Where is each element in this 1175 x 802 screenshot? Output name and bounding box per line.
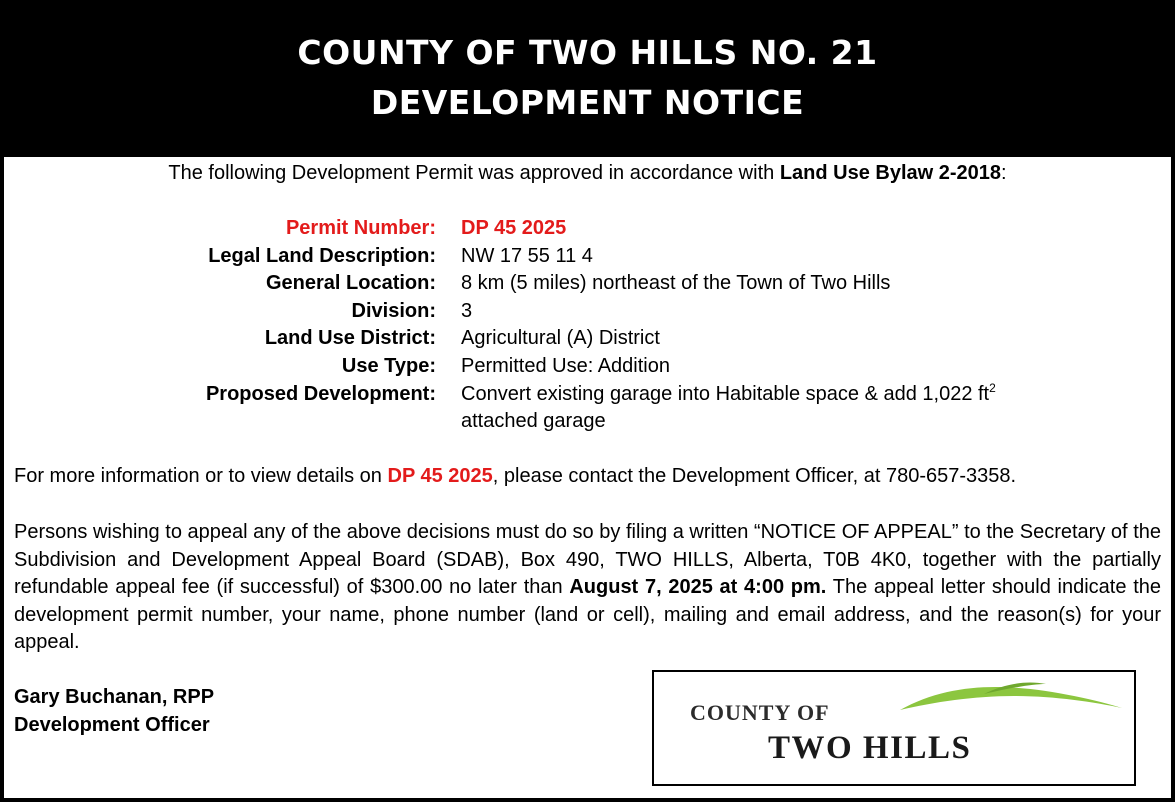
appeal-paragraph bbox=[14, 519, 1161, 657]
legal-description-label: Legal Land Description: bbox=[208, 244, 436, 267]
notice-header bbox=[0, 0, 1175, 157]
division-label: Division: bbox=[351, 299, 436, 322]
signatory-name: Gary Buchanan, RPP bbox=[14, 686, 215, 708]
header-subtitle: DEVELOPMENT NOTICE bbox=[370, 83, 805, 122]
use-type-value: Permitted Use: Addition bbox=[461, 354, 670, 377]
intro-lead: The following Development Permit was approved in accordance with bbox=[168, 162, 780, 184]
bylaw-reference: Land Use Bylaw 2-2018 bbox=[779, 162, 1002, 184]
header-title: COUNTY OF TWO HILLS NO. 21 bbox=[297, 33, 878, 72]
general-location-label: General Location: bbox=[265, 272, 436, 295]
notice-body bbox=[4, 157, 1171, 798]
signatory-title: Development Officer bbox=[14, 713, 210, 736]
proposed-development-line2: attached garage bbox=[461, 410, 606, 433]
general-location-value: 8 km (5 miles) northeast of the Town of Two Hills bbox=[461, 272, 891, 295]
contact-info-paragraph bbox=[14, 463, 1161, 491]
permit-number-value: DP 45 2025 bbox=[461, 217, 567, 239]
permit-number-label: Permit Number: bbox=[285, 217, 436, 239]
logo-text-two-hills: TWO HILLS bbox=[768, 730, 972, 766]
land-use-district-label: Land Use District: bbox=[264, 327, 436, 350]
proposed-development-label: Proposed Development: bbox=[205, 382, 436, 405]
county-logo-graphic bbox=[654, 672, 1134, 784]
logo-text-county-of: COUNTY OF bbox=[690, 700, 830, 725]
appeal-tail: The appeal letter should indicate the development permit number, your name, phone number (land or cell), mailing and email address, and the reason(s) for your appeal. bbox=[14, 576, 1161, 654]
intro-tail: : bbox=[1001, 162, 1007, 184]
detail-row-permit bbox=[4, 215, 1171, 243]
proposed-development-line1: Convert existing garage into Habitable space & add 1,022 ft bbox=[461, 382, 990, 405]
detail-row-legal bbox=[4, 243, 1171, 271]
division-value: 3 bbox=[461, 299, 473, 322]
detail-row-district bbox=[4, 325, 1171, 353]
detail-row-use-type bbox=[4, 353, 1171, 381]
appeal-deadline: August 7, 2025 at 4:00 pm. bbox=[569, 576, 827, 599]
square-feet-superscript: 2 bbox=[989, 380, 996, 395]
proposed-development-value bbox=[461, 381, 1061, 436]
appeal-lead: Persons wishing to appeal any of the above decisions must do so by filing a written “NOTICE OF APPEAL” to the Secretary of the Subdivision and Development Appeal Board (SDAB), Box 490, TWO HILLS, Alberta, T0B 4K0, together with the partially refundable appeal fee (if successful) of $300.00 no later than bbox=[14, 521, 1161, 599]
signature-block bbox=[14, 684, 214, 739]
contact-info-tail: , please contact the Development Officer, at 780-657-3358. bbox=[492, 465, 1017, 487]
detail-row-division bbox=[4, 298, 1171, 326]
use-type-label: Use Type: bbox=[341, 354, 436, 377]
contact-info-lead: For more information or to view details on bbox=[14, 465, 388, 487]
detail-row-location bbox=[4, 270, 1171, 298]
intro-text bbox=[4, 160, 1171, 186]
legal-description-value: NW 17 55 11 4 bbox=[461, 244, 593, 267]
contact-permit-reference: DP 45 2025 bbox=[387, 465, 493, 487]
logo-hill-arc-large bbox=[900, 687, 1122, 710]
land-use-district-value: Agricultural (A) District bbox=[461, 327, 660, 350]
county-logo bbox=[652, 670, 1136, 786]
detail-row-proposed bbox=[4, 381, 1171, 437]
permit-details bbox=[4, 215, 1171, 437]
